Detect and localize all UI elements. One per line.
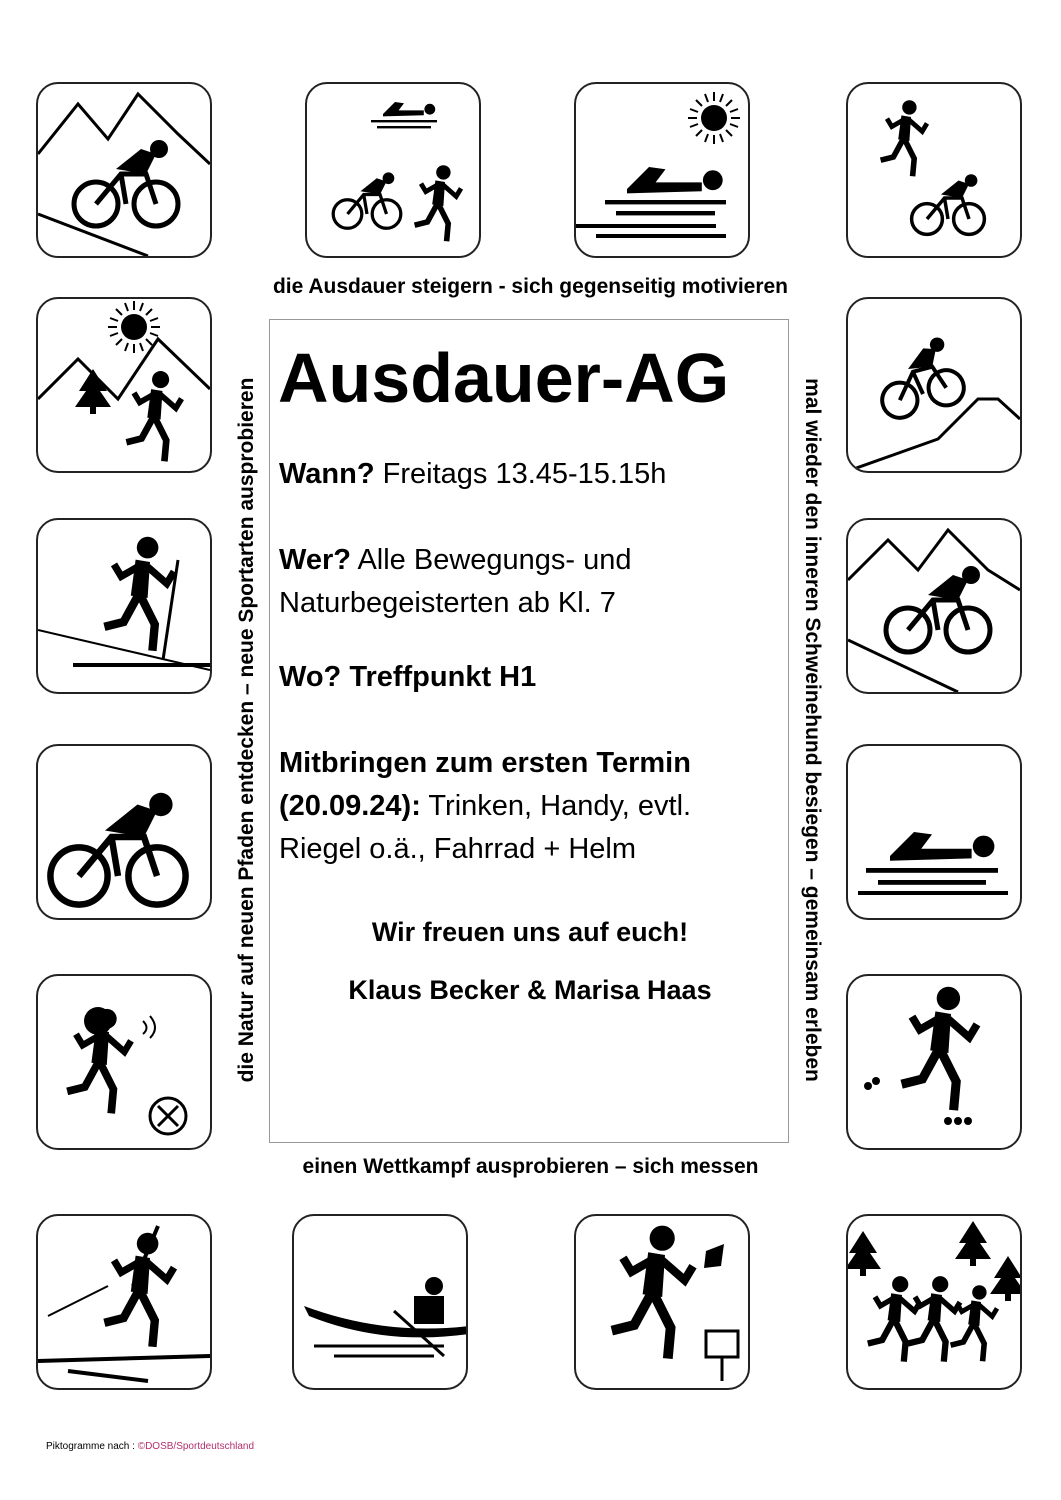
where-line xyxy=(279,656,536,699)
bring-date: (20.09.24): xyxy=(279,790,421,822)
bring-items: Trinken, Handy, evtl. xyxy=(420,790,692,822)
bring-items-continued: Riegel o.ä., Fahrrad + Helm xyxy=(279,833,637,865)
mountain-bike-uphill-icon xyxy=(846,297,1022,473)
bring-block xyxy=(279,742,691,871)
who-value-continued: Naturbegeisterten ab Kl. 7 xyxy=(279,587,616,619)
geocaching-icon xyxy=(36,974,212,1150)
when-line xyxy=(279,453,666,496)
page-title: Ausdauer-AG xyxy=(278,339,730,417)
footer-credit-source: ©DOSB/Sportdeutschland xyxy=(137,1441,255,1452)
footer-credit xyxy=(46,1441,254,1452)
duathlon-icon xyxy=(846,82,1022,258)
right-caption: mal wieder den inneren Schweinehund besiegen – gemeinsam erleben xyxy=(801,378,824,1082)
cycling-icon xyxy=(36,744,212,920)
orienteering-icon xyxy=(574,1214,750,1390)
when-label: Wann? xyxy=(279,458,375,490)
signature: Klaus Becker & Marisa Haas xyxy=(348,975,712,1005)
bottom-caption: einen Wettkampf ausprobieren – sich messen xyxy=(302,1155,759,1178)
left-caption: die Natur auf neuen Pfaden entdecken – neue Sportarten ausprobieren xyxy=(235,377,258,1083)
top-caption: die Ausdauer steigern - sich gegenseitig motivieren xyxy=(272,275,789,298)
inline-skating-icon xyxy=(846,974,1022,1150)
forest-running-icon xyxy=(846,1214,1022,1390)
bring-label: Mitbringen zum ersten Termin xyxy=(279,747,691,779)
canoe-icon xyxy=(292,1214,468,1390)
info-box xyxy=(269,319,789,1143)
who-line xyxy=(279,539,632,625)
where-text: Wo? Treffpunkt H1 xyxy=(279,661,537,693)
mountain-running-icon xyxy=(36,297,212,473)
who-value: Alle Bewegungs- und xyxy=(350,544,632,576)
greeting: Wir freuen uns auf euch! xyxy=(371,917,689,947)
cross-country-ski-icon xyxy=(36,518,212,694)
mountain-bike-icon xyxy=(36,82,212,258)
when-value: Freitags 13.45-15.15h xyxy=(374,458,667,490)
triathlon-icon xyxy=(305,82,481,258)
mountain-cycling-icon xyxy=(846,518,1022,694)
who-label: Wer? xyxy=(279,544,351,576)
footer-prefix: Piktogramme nach : xyxy=(46,1441,138,1452)
biathlon-icon xyxy=(36,1214,212,1390)
open-water-swim-icon xyxy=(574,82,750,258)
swimming-icon xyxy=(846,744,1022,920)
